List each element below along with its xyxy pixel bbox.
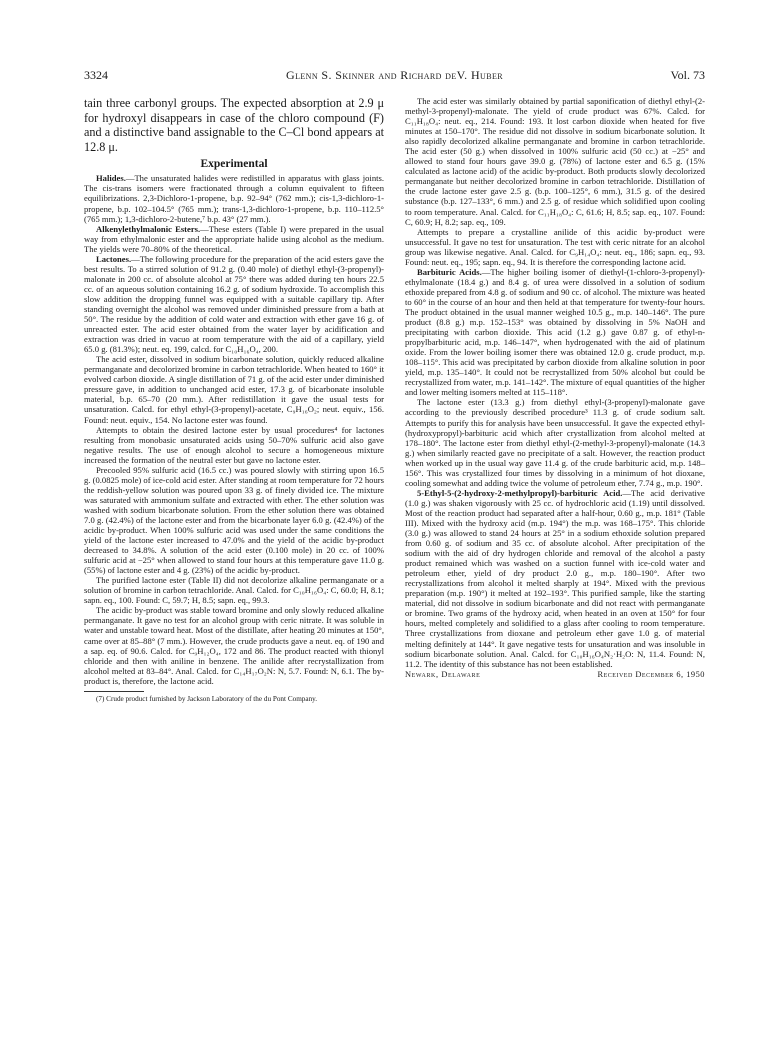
acid-ester-paragraph: The acid ester, dissolved in sodium bicarbonate solution, quickly reduced alkaline permanganate and decolorized bromine in carbon tetrachloride. When heated to 160° it evolved carbon dioxide. A single distillation of 71 g. of the acid ester under diminished pressure gave, in addition to unchanged acid ester, 17.3 g. of bicarbonate insoluble material, b.p. 65–70 (20 mm.). After redistillation it gave the usual tests for unsaturation. Calcd. for ethyl ethyl-(3-propenyl)-acetate, C₉H₁₆O₂; neut. equiv., 156. Found: neut. equiv., 154. No lactone ester was found. — [84, 354, 384, 425]
ethyl-barbituric-paragraph — [405, 488, 705, 669]
lactones-paragraph — [84, 254, 384, 354]
ethyl-barbituric-heading: 5-Ethyl-5-(2-hydroxy-2-methylpropyl)-barbituric Acid. — [417, 487, 623, 498]
lactones-heading: Lactones. — [96, 253, 132, 264]
footnote-rule — [84, 691, 144, 692]
right-paragraph-3: The lactone ester (13.3 g.) from diethyl ethyl-(3-propenyl)-malonate gave according to the previously described procedure³ 11.3 g. of crude sodium salt. Attempts to purify this for analysis have been unsuccessful. It gave the expected ethyl-(hydroxypropyl)-barbituric acid which after crystallization from alcohol melted at 178–180°. The lactone ester from diethyl ethyl-(2-methyl-3-propenyl)-malonate (14.3 g.) when similarly reacted gave no precipitate of a salt. However, the reaction product when worked up in the usual way gave 11.4 g. of the crude barbituric acid, m.p. 148–156°. This was crystallized four times by dissolving in a minimum of hot dioxane, cooling somewhat and adding twice the volume of petroleum ether, 7.74 g., m.p. 190°. — [405, 397, 705, 488]
halides-text: —The unsaturated halides were redistilled in apparatus with glass joints. The cis-trans isomers were fractionated through a column equivalent to fifteen equilibrizations. 2,3-Dichloro-1-propene, b.p. 92–94° (762 mm.); cis-1,3-dichloro-1-propene, b.p. 102–104.5° (765 mm.); trans-1,3-dichloro-1-propene, b.p. 110–112.5° (765 mm.); 1,3-dichloro-2-butene,⁷ b.p. 43° (27 mm.). — [84, 173, 384, 224]
attempts-paragraph: Attempts to obtain the desired lactone ester by usual procedures⁴ for lactones resulting from monobasic unsaturated acids using 50–70% sulfuric acid also gave negative results. The use of enough alcohol to secure a homogeneous mixture increased the formation of the neutral ester but gave no lactone ester. — [84, 424, 384, 465]
barbituric-text: —The higher boiling isomer of diethyl-(1-chloro-3-propenyl)-ethylmalonate (18.4 g.) and 8.4 g. of urea were dissolved in a solution of sodium ethoxide prepared from 4.8 g. of sodium and 90 cc. of alcohol. The mixture was heated to 60° in the course of an hour and then held at that temperature for twenty-four hours. The product obtained in the usual manner weighed 10.5 g., m.p. 140–146°. The pure product (8.8 g.) m.p. 152–153° was obtained by dissolving in 5% NaOH and precipitating with carbon dioxide. This acid (1.2 g.) gave 0.87 g. of ethyl-n-propylbarbituric acid, m.p. 146–147°, when hydrogenated with the aid of platinum oxide. From the lower boiling isomer there was obtained 12.0 g. crude product, m.p. 108–115°. This acid was precipitated by carbon dioxide from alkaline solution in poor yield, m.p. 135–140°. It could not be recrystallized from 50% alcohol but could be recrystallized from water, m.p. 141–142°. The mixture of equal quantities of the higher and lower melting isomers melted at 115–118°. — [405, 266, 705, 398]
lactones-text: —The following procedure for the preparation of the acid esters gave the best results. To a stirred solution of 91.2 g. (0.40 mole) of diethyl ethyl-(3-propenyl)-malonate in 200 cc. of absolute alcohol at 75° there was added during ten hours 22.5 cc. of an aqueous solution containing 16.2 g. of sodium hydroxide. To accomplish this slow addition the dropping funnel was equipped with a suitable capillary tip. After standing overnight the alcohol was removed under diminished pressure from a bath at 50°. The residue by the addition of cold water and extraction with ether gave 16 g. of unreacted ester. The acid ester obtained from the water layer by acidification and extraction was dried in vacuo at room temperature with the aid of a capillary, yield 65.0 g. (81.3%); neut. eq. 199, calcd. for C₁₀H₁₆O₄, 200. — [84, 253, 384, 355]
esters-heading: Alkenylethylmalonic Esters. — [96, 223, 201, 234]
received-date: Received December 6, 1950 — [597, 669, 705, 679]
running-title: Glenn S. Skinner and Richard deV. Huber — [286, 68, 503, 82]
footnote: (7) Crude product furnished by Jackson Laboratory of the du Pont Company. — [96, 694, 318, 703]
purified-paragraph: The purified lactone ester (Table II) did not decolorize alkaline permanganate or a solution of bromine in carbon tetrachloride. Anal. Calcd. for C₁₀H₁₆O₄: C, 60.0; H, 8.1; sapn. eq., 100. Found: C, 59.7; H, 8.5; sapn. eq., 99.3. — [84, 575, 384, 606]
barbituric-heading: Barbituric Acids. — [417, 266, 482, 277]
running-header — [84, 68, 705, 84]
right-column — [405, 96, 705, 680]
section-heading: Experimental — [200, 158, 268, 171]
precooled-paragraph: Precooled 95% sulfuric acid (16.5 cc.) was poured slowly with stirring upon 16.5 g. (0.0825 mole) of ice-cold acid ester. After standing at room temperature for 72 hours the reddish-yellow solution was poured upon 33 g. of finely divided ice. The mixture was saturated with ammonium sulfate and extracted with ether. The ether solution was washed with sodium bicarbonate solution. From the ether solution there was obtained 7.0 g. (42.4%) of the lactone ester and from the bicarbonate layer 6.0 g. (42.4%) of the acidic by-product. When 100% sulfuric acid was used under the same conditions the yield of the lactone ester increased to 47.0% and the yield of the acidic by-product decreased to 34.8%. A solution of the acid ester (0.100 mole) in 20 cc. of 100% sulfuric acid at −25° when allowed to stand four hours at this temperature gave 11.0 g. (55%) of lactone ester and 4 g. (23%) of the acidic by-product. — [84, 464, 384, 576]
ethyl-barbituric-text: —The acid derivative (1.0 g.) was shaken vigorously with 25 cc. of hydrochloric acid (1.19) until dissolved. Most of the reaction product had separated after a half-hour, 0.60 g., m.p. 181° (Table III). Mixed with the hydroxy acid (m.p. 194°) the m.p. was 168–175°. This chloride (3.0 g.) was allowed to stand 24 hours at 25° in a sodium ethoxide solution prepared from 0.60 g. of sodium and 35 cc. of absolute alcohol. After precipitation of the sodium with the aid of dry hydrogen chloride and removal of the alcohol a pasty product remained which was washed on a suction funnel with ice-cold water and petroleum ether, yield of dry product 2.0 g., m.p. 180–190°. After two recrystallizations from alcohol it melted sharply at 194°. Mixed with the previous preparation (m.p. 190°) it melted at 192–193°. This purified sample, like the starting material, did not dissolve in sodium bicarbonate and did not react with permanganate or bromine. Two grams of the hydroxy acid, when heated in an oven at 150° for four hours, melted completely and solidified to a glass after cooling to room temperature. Three crystallizations from dioxane and petroleum ether gave 1.0 g. of material melting definitely at 144°. It gave negative tests for unsaturation and was insoluble in sodium bicarbonate solution. Anal. Calcd. for C₁₀H₁₆O₄N₂·H₂O: N, 11.4. Found: N, 11.2. The identity of this substance has not been established. — [405, 487, 705, 669]
right-paragraph-2: Attempts to prepare a crystalline anilide of this acidic by-product were unsuccessful. It gave no test for unsaturation. The test with ceric nitrate for an alcohol group was likewise negative. Anal. Calcd. for C₉H₁₄O₄: neut. eq., 186; sapn. eq., 93. Found: neut. eq., 195; sapn. eq., 94. It is therefore the corresponding lactone acid. — [405, 226, 705, 267]
right-paragraph-1: The acid ester was similarly obtained by partial saponification of diethyl ethyl-(2-methyl-3-propenyl)-malonate. The yield of crude product was 67%. Calcd. for C₁₁H₁₈O₄: neut. eq., 214. Found: 193. It lost carbon dioxide when heated for five minutes at 150–170°. The residue did not dissolve in sodium bicarbonate solution. It also rapidly decolorized alkaline permanganate and bromine in carbon tetrachloride. The acid ester (50 g.) when dissolved in 100% sulfuric acid (50 cc.) at −25° and allowed to stand four hours gave 39.0 g. (78%) of lactone ester and 6.5 g. (15% calculated as lactone acid) of the acidic by-product. Both products slowly decolorized permanganate but neither decolorized bromine in carbon tetrachloride. Distillation of the crude lactone ester gave 2.5 g. (b.p. 100–125°, 6 mm.), 31.5 g. of the desired substance (b.p. 127–133°, 6 mm.) and 2.5 g. of residue which solidified upon cooling to room temperature. Anal. Calcd. for C₁₁H₁₈O₄: C, 61.6; H, 8.5; sap. eq., 107. Found: C, 60.9; H, 8.2; sap. eq., 109. — [405, 96, 705, 227]
intro-paragraph: tain three carbonyl groups. The expected absorption at 2.9 μ for hydroxyl disappears in case of the chloro compound (F) and a distinctive band assignable to the C–Cl bond appears at 12.8 μ. — [84, 96, 384, 154]
esters-text: —These esters (Table I) were prepared in the usual way from ethylmalonic ester and the appropriate halide using alcohol as the medium. The yields were 70–80% of the theoretical. — [84, 223, 384, 254]
halides-paragraph — [84, 173, 384, 223]
left-column — [84, 96, 384, 703]
barbituric-paragraph — [405, 267, 705, 398]
halides-heading: Halides. — [96, 173, 126, 184]
page-number: 3324 — [84, 68, 108, 82]
volume-label: Vol. 73 — [670, 68, 705, 82]
acidic-byproduct-paragraph: The acidic by-product was stable toward bromine and only slowly reduced alkaline permanganate. It gave no test for an alcohol group with ceric nitrate. It was soluble in water and unstable toward heat. Most of the distillate, after heating 20 minutes at 150°, came over at 85–88° (7 mm.). However, the crude products gave a neut. eq. of 190 and a sap. eq. of 90.6. Calcd. for C₉H₁₂O₄, 172 and 86. The product reacted with thionyl chloride and then with aniline in benzene. The anilide after recrystallization from alcohol melted at 83–84°. Anal. Calcd. for C₁₄H₁₇O₂N: N, 5.7. Found: N, 6.1. The by-product is, therefore, the lactone acid. — [84, 605, 384, 686]
signature-line — [405, 670, 705, 680]
location: Newark, Delaware — [405, 669, 481, 679]
esters-paragraph — [84, 224, 384, 254]
